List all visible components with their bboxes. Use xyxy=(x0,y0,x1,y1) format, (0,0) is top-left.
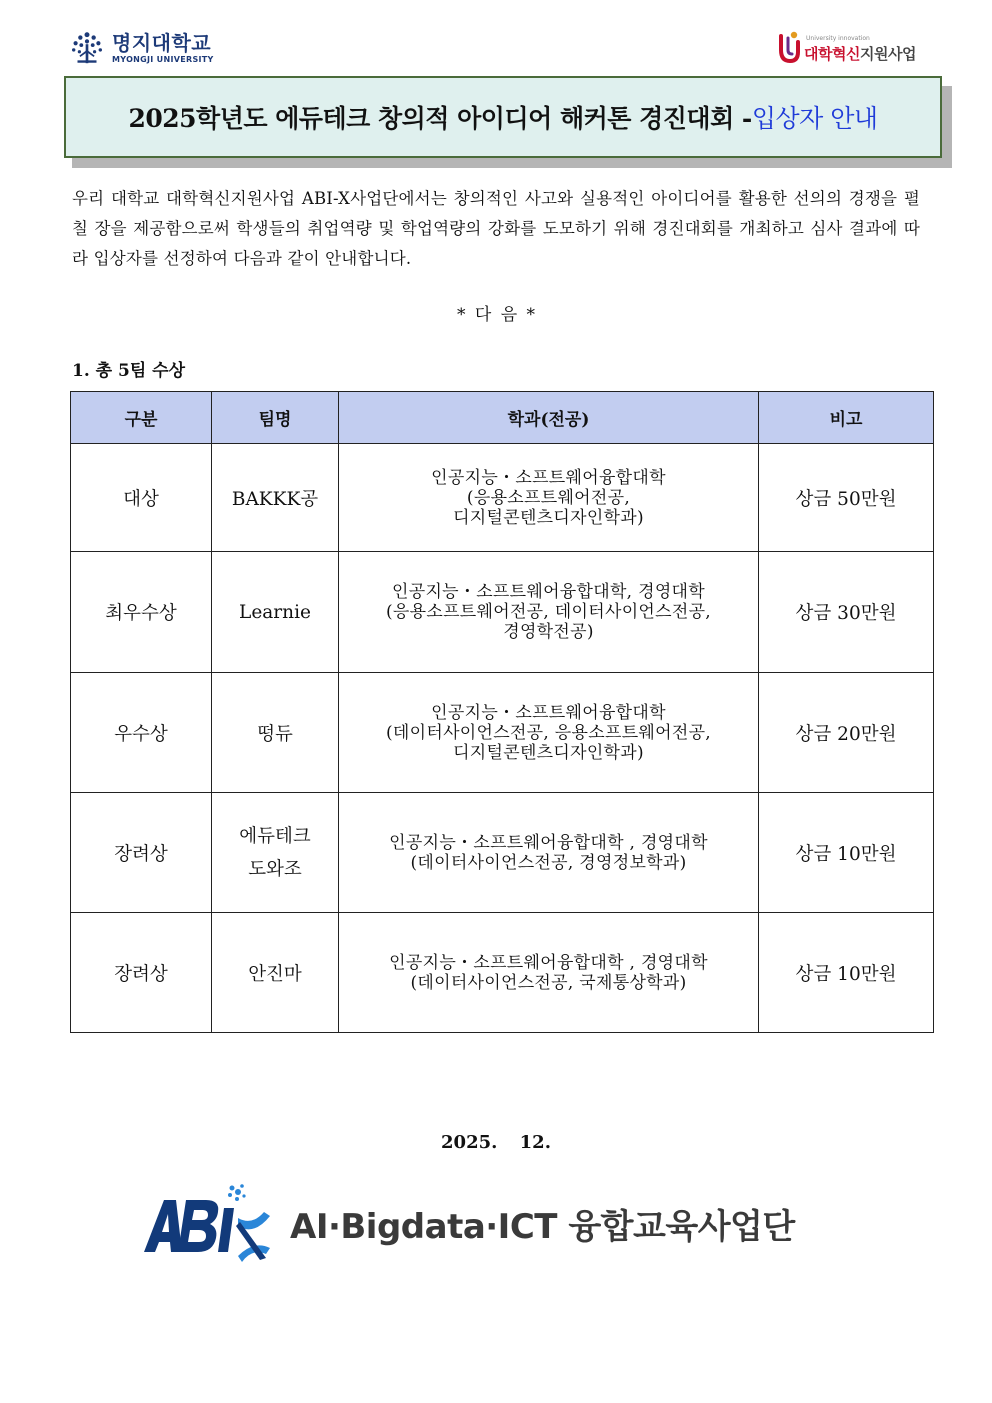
dept-line: 인공지능・소프트웨어융합대학 xyxy=(431,467,666,488)
header-category: 구분 xyxy=(71,392,212,444)
dept-cell xyxy=(339,913,759,1033)
issue-date: 2025. 12. xyxy=(441,1132,551,1153)
note-cell: 상금 10만원 xyxy=(759,793,934,913)
award-cell: 우수상 xyxy=(71,673,212,793)
header-team: 팀명 xyxy=(212,392,339,444)
awards-table xyxy=(70,391,934,1033)
header-dept: 학과(전공) xyxy=(339,392,759,444)
dept-line: 인공지능・소프트웨어융합대학 xyxy=(431,702,666,723)
ui-name xyxy=(804,43,916,64)
table-row xyxy=(71,793,934,913)
dept-line: 인공지능・소프트웨어융합대학 , 경영대학 xyxy=(389,832,708,853)
header-note: 비고 xyxy=(759,392,934,444)
ui-name-red: 대학혁신 xyxy=(804,45,860,63)
table-row xyxy=(71,913,934,1033)
section-title: 1. 총 5팀 수상 xyxy=(72,361,186,381)
note-cell: 상금 50만원 xyxy=(759,444,934,552)
myongji-name-en: MYONGJI UNIVERSITY xyxy=(112,54,214,64)
award-cell: 장려상 xyxy=(71,793,212,913)
dept-line: 인공지능・소프트웨어융합대학 , 경영대학 xyxy=(389,952,708,973)
team-cell xyxy=(212,793,339,913)
dept-cell xyxy=(339,444,759,552)
dept-cell xyxy=(339,552,759,673)
table-header-row xyxy=(71,392,934,444)
team-cell: 안진마 xyxy=(212,913,339,1033)
dept-cell xyxy=(339,673,759,793)
university-innovation-logo xyxy=(776,30,916,64)
award-cell: 장려상 xyxy=(71,913,212,1033)
team-cell: BAKKK공 xyxy=(212,444,339,552)
title-main: 2025학년도 에듀테크 창의적 아이디어 해커톤 경진대회 - xyxy=(128,104,752,133)
award-cell: 대상 xyxy=(71,444,212,552)
ui-small-text: University innovation xyxy=(806,35,870,42)
dept-line: (데이터사이언스전공, 경영정보학과) xyxy=(410,852,687,873)
note-cell: 상금 10만원 xyxy=(759,913,934,1033)
dept-line: 인공지능・소프트웨어융합대학, 경영대학 xyxy=(392,582,705,602)
note-cell: 상금 30만원 xyxy=(759,552,934,673)
abi-logo xyxy=(142,1182,795,1264)
team-cell: 떵듀 xyxy=(212,673,339,793)
team-line: 도와조 xyxy=(248,858,302,880)
dept-line: 디지털콘텐츠디자인학과) xyxy=(453,507,644,528)
title-highlight: 입상자 안내 xyxy=(751,104,878,133)
intro-paragraph: 우리 대학교 대학혁신지원사업 ABI-X사업단에서는 창의적인 사고와 실용적인 아이디어를 활용한 선의의 경쟁을 펼칠 장을 제공함으로써 학생들의 취업역량 및 학업역량의 강화를 도모하기 위해 경진대회를 개최하고 심사 결과에 따라 입상자를 선정하여 다음과 같이 안내합니다. xyxy=(72,189,920,268)
da-eum-heading: * 다 음 * xyxy=(456,305,536,325)
page-title xyxy=(64,76,942,158)
dept-line: (데이터사이언스전공, 응용소프트웨어전공, xyxy=(385,722,712,743)
dept-line: 경영학전공) xyxy=(503,622,594,642)
team-cell: Learnie xyxy=(212,552,339,673)
note-cell: 상금 20만원 xyxy=(759,673,934,793)
table-row xyxy=(71,552,934,673)
myongji-logo xyxy=(68,26,214,70)
u-swoosh-icon xyxy=(776,30,802,64)
dept-line: (데이터사이언스전공, 국제통상학과) xyxy=(410,972,687,993)
dept-cell xyxy=(339,793,759,913)
abi-emblem-icon xyxy=(142,1182,274,1264)
dept-line: 디지털콘텐츠디자인학과) xyxy=(453,742,644,763)
ui-name-rest: 지원사업 xyxy=(859,45,916,63)
table-row xyxy=(71,673,934,793)
table-row xyxy=(71,444,934,552)
team-line: 에듀테크 xyxy=(239,825,311,847)
dept-line: (응용소프트웨어전공, 데이터사이언스전공, xyxy=(385,602,712,622)
award-cell: 최우수상 xyxy=(71,552,212,673)
dept-line: (응용소프트웨어전공, xyxy=(466,487,631,508)
abi-org-name: AI·Bigdata·ICT 융합교육사업단 xyxy=(290,1206,795,1247)
myongji-tree-icon xyxy=(68,29,106,67)
myongji-name-ko: 명지대학교 xyxy=(112,30,212,55)
